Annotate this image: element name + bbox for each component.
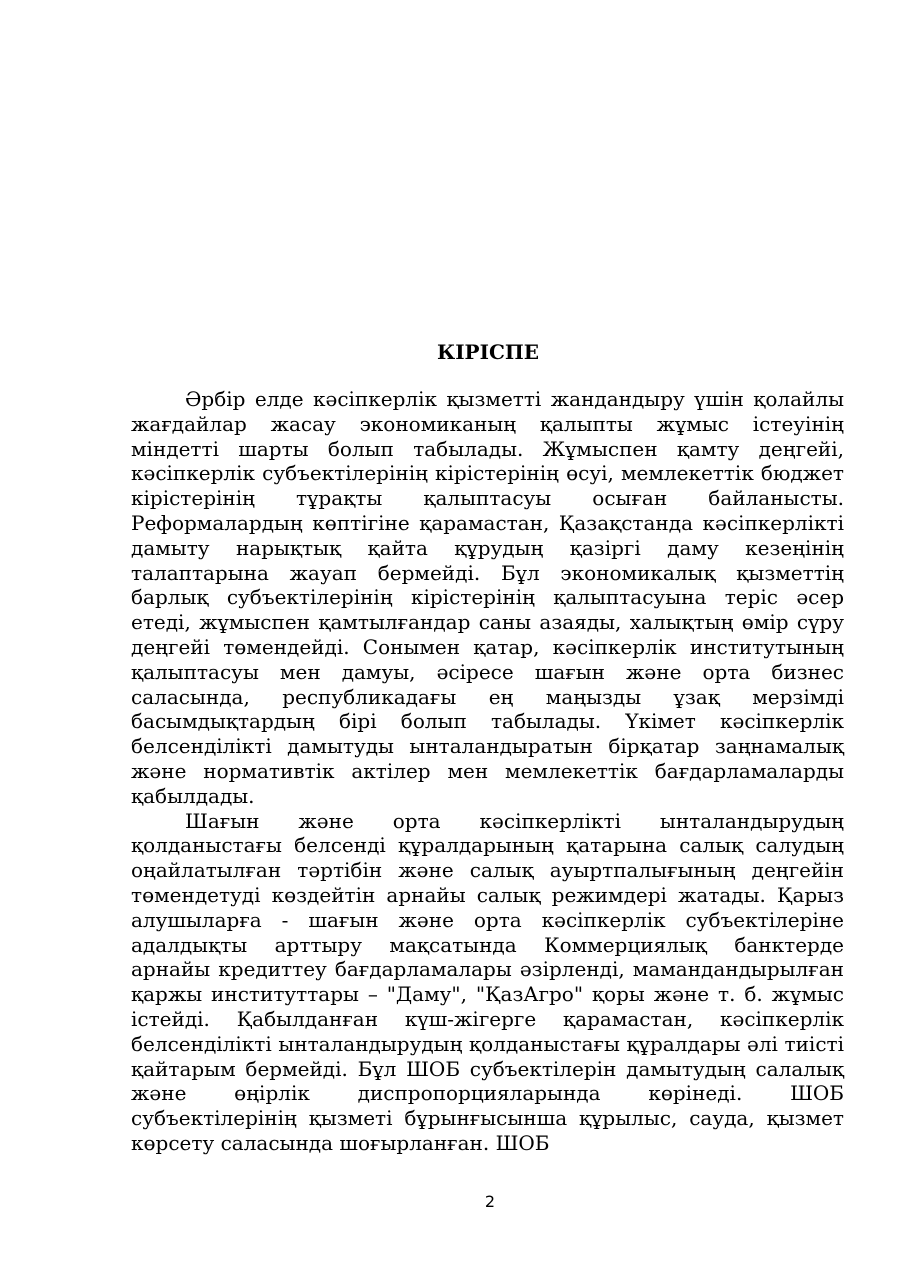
paragraph-2: Шағын және орта кәсіпкерлікті ынталандырудың қолданыстағы белсенді құралдарының қатарына салық салудың оңайлатылған тәртібін және салық ауыртпалығының деңгейін төмендетуді көздейтін арнайы салық режимдері жатады. Қарыз алушыларға - шағын және орта кәсіпкерлік субъектілеріне адалдықты арттыру мақсатында Коммерциялық банктерде арнайы кредиттеу бағдарламалары әзірленді, мамандандырылған қаржы институттары – "Даму", "ҚазАгро" қоры және т. б. жұмыс істейді. Қабылданған күш-жігерге қарамастан, кәсіпкерлік белсенділікті ынталандырудың қолданыстағы құралдары әлі тиісті қайтарым бермейді. Бұл ШОБ субъектілерін дамытудың салалық және өңірлік диспропорцияларында көрінеді. ШОБ субъектілерінің қызметі бұрынғысынша құрылыс, сауда, қызмет көрсету саласында шоғырланған. ШОБ	[131, 808, 844, 1155]
body-text	[131, 387, 844, 1156]
paragraph-1: Әрбір елде кәсіпкерлік қызметті жандандыру үшін қолайлы жағдайлар жасау экономиканың қалыпты жұмыс істеуінің міндетті шарты болып табылады. Жұмыспен қамту деңгейі, кәсіпкерлік субъектілерінің кірістерінің өсуі, мемлекеттік бюджет кірістерінің тұрақты қалыптасуы осыған байланысты. Реформалардың көптігіне қарамастан, Қазақстанда кәсіпкерлікті дамыту нарықтық қайта құрудың қазіргі даму кезеңінің талаптарына жауап бермейді. Бұл экономикалық қызметтің барлық субъектілерінің кірістерінің қалыптасуына теріс әсер етеді, жұмыспен қамтылғандар саны азаяды, халықтың өмір сүру деңгейі төмендейді. Сонымен қатар, кәсіпкерлік институтының қалыптасуы мен дамуы, әсіресе шағын және орта бизнес саласында, республикадағы ең маңызды ұзақ мерзімді басымдықтардың бірі болып табылады. Үкімет кәсіпкерлік белсенділікті дамытуды ынталандыратын бірқатар заңнамалық және нормативтік актілер мен мемлекеттік бағдарламаларды қабылдады.	[131, 387, 844, 808]
page-number: 2	[484, 1192, 496, 1211]
page-title: КІРІСПЕ	[437, 340, 539, 364]
